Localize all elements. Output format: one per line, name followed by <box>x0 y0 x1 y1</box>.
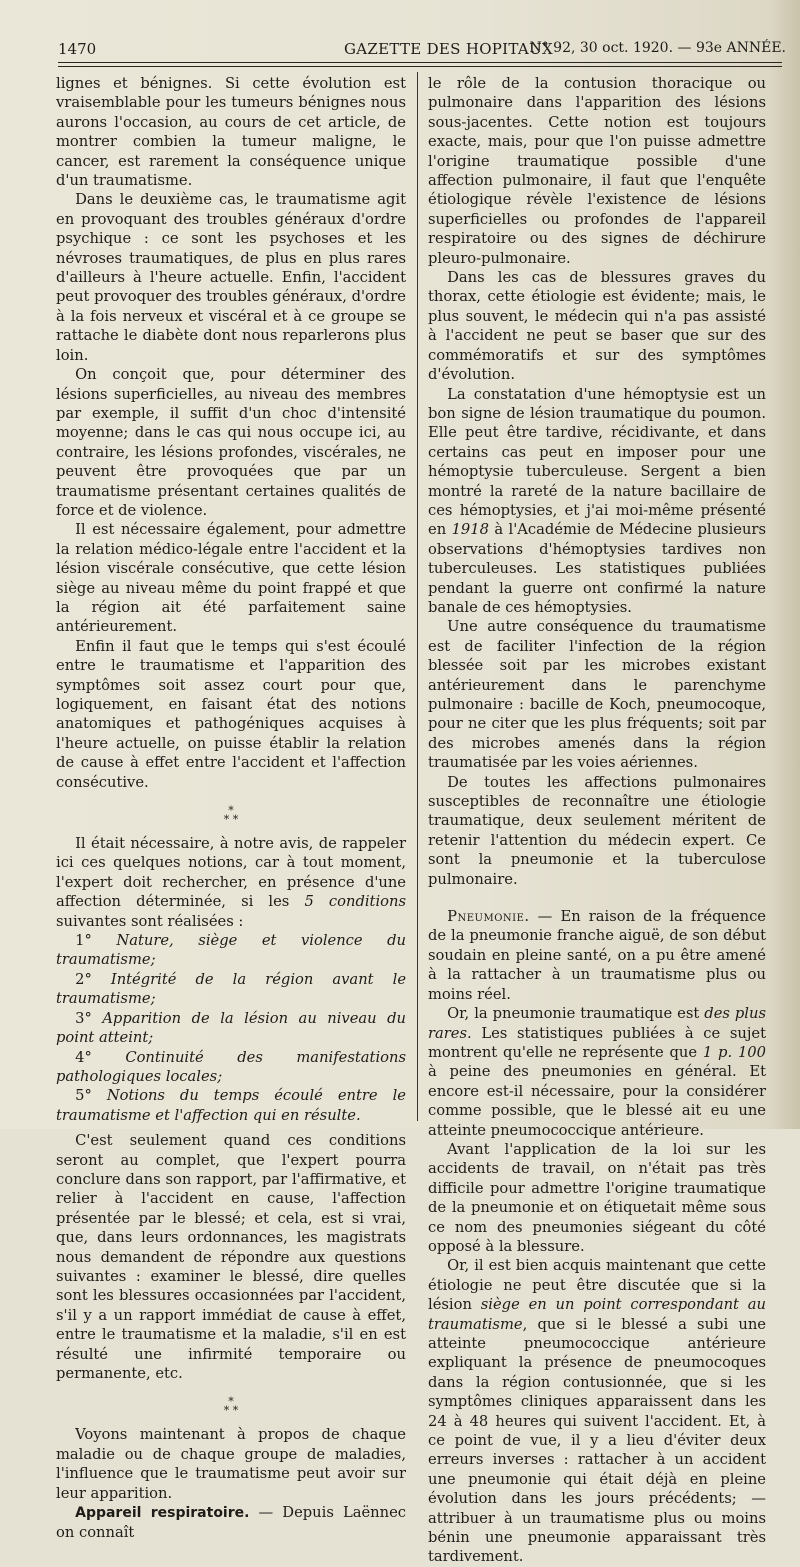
text-run: Il était nécessaire, à notre avis, de rappeler ici ces quelques notions, car à tout moment, l'expert doit rechercher, en présence d'une affection déterminée, si les <box>56 835 406 911</box>
section-heading: Pneumonie. <box>447 908 530 926</box>
paragraph: Enfin il faut que le temps qui s'est écoulé entre le traumatisme et l'apparition des symptômes soit assez court pour que, logiquement, en faisant état des notions anatomiques et pathogéniques acquises à l'heure actuelle, on puisse établir la relation de cause à effet entre l'accident et l'affection consécutive. <box>56 637 406 791</box>
item-number: 1° <box>75 932 92 950</box>
section-separator <box>56 1395 406 1418</box>
text-run: à l'Académie de Médecine plusieurs observations d'hémoptysies tardives non tuberculeuses. Les statistiques publiées pendant la guerre ont confirmé la nature banale de ces hémoptysies. <box>428 521 766 616</box>
separator-stars: * * * <box>223 804 239 827</box>
paragraph: Dans le deuxième cas, le traumatisme agit en provoquant des troubles généraux d'ordre psychique : ce sont les psychoses et les névroses traumatiques, de plus en plus rares d'ailleurs à l'heure actuelle. Enfin, l'accident peut provoquer des troubles généraux, d'ordre à la fois nerveux et viscéral et à ce groupe se rattache le diabète dont nous reparlerons plus loin. <box>56 191 406 364</box>
section-heading: Appareil respiratoire. <box>75 1505 250 1522</box>
item-number: 2° <box>75 970 92 988</box>
text-run: — En raison de la fréquence de la pneumonie franche aiguë, de son début soudain en pleine santé, on a pu être amené à la rattacher à un traumatisme plus ou moins réel. <box>428 908 766 1003</box>
paragraph: Il est nécessaire également, pour admettre la relation médico-légale entre l'accident et la lésion viscérale consécutive, que cette lésion siège au niveau même du point frappé et que la région ait été parfaitement saine antérieurement. <box>56 521 406 636</box>
left-column <box>56 74 406 1543</box>
paragraph <box>428 385 766 618</box>
item-number: 3° <box>75 1009 92 1027</box>
text-run: La constatation d'une hémoptysie est un bon signe de lésion traumatique du poumon. Elle peut être tardive, récidivante, et dans certains cas peut en imposer pour une hémoptysie tuberculeuse. Sergent a bien montré la rareté de la nature bacillaire de ces hémoptysies, et j'ai moi-même présenté en <box>428 385 766 539</box>
right-column <box>428 74 766 1567</box>
condition-item <box>56 1009 406 1048</box>
paragraph: Dans les cas de blessures graves du thorax, cette étiologie est évidente; mais, le plus souvent, le médecin qui n'a pas assisté à l'accident ne peut se baser que sur des commémoratifs et sur des symptômes d'évolution. <box>428 269 766 384</box>
paragraph-gap <box>428 889 766 907</box>
paragraph: On conçoit que, pour déterminer des lésions superficielles, au niveau des membres par exemple, il suffit d'un choc d'intensité moyenne; dans le cas qui nous occupe ici, au contraire, les lésions profondes, viscérales, ne peuvent être provoquées que par un traumatisme présentant certaines qualités de force et de violence. <box>56 366 406 519</box>
column-divider <box>417 72 418 1121</box>
paragraph: C'est seulement quand ces conditions seront au complet, que l'expert pourra conclure dans son rapport, par l'affirmative, et relier à l'accident en cause, l'affection présentée par le blessé; et cela, est si vrai, que, dans leurs ordonnances, les magistrats nous demandent de répondre aux questions suivantes : examiner le blessé, dire quelles sont les blessures occasionnées par l'accident, s'il y a un rapport immédiat de cause à effet, entre le traumatisme et la maladie, s'il en est résulté une infirmité temporaire ou permanente, etc. <box>56 1132 406 1382</box>
text-run: Les statistiques publiées à ce sujet montrent qu'elle ne représente que <box>428 1024 766 1061</box>
text-run: Or, il est bien acquis maintenant que cette étiologie ne peut être discutée que si la lésion <box>428 1257 766 1314</box>
paragraph <box>56 1503 406 1543</box>
item-text: Nature, siège et violence du traumatisme; <box>56 932 407 969</box>
paragraph <box>428 1256 766 1567</box>
header-rule-double <box>58 66 782 67</box>
paragraph: Une autre conséquence du traumatisme est de faciliter l'infection de la région blessée soit par les microbes existant antérieurement dans le parenchyme pulmonaire : bacille de Koch, pneumocoque, pour ne citer que les plus fréquents; soit par des microbes amenés dans la région traumatisée par les voies aériennes. <box>428 618 766 772</box>
paragraph <box>56 834 406 931</box>
item-number: 5° <box>75 1087 92 1105</box>
header-rule <box>58 62 782 63</box>
item-number: 4° <box>75 1048 92 1066</box>
condition-item <box>56 1048 406 1087</box>
paragraph: Avant l'application de la loi sur les accidents de travail, on n'était pas très difficile pour admettre l'origine traumatique de la pneumonie et on étiquetait même sous ce nom des pneumonies siégeant du côté opposé à la blessure. <box>428 1140 766 1255</box>
text-run: Or, la pneumonie traumatique est <box>447 1005 705 1023</box>
item-text: Apparition de la lésion au niveau du point atteint; <box>56 1009 406 1047</box>
paragraph <box>428 907 766 1004</box>
paragraph <box>428 1004 766 1140</box>
italic-run: siège en un point correspondant au traumatisme <box>428 1296 766 1333</box>
page-number: 1470 <box>58 40 97 58</box>
paragraph: le rôle de la contusion thoracique ou pulmonaire dans l'apparition des lésions sous-jacentes. Cette notion est toujours exacte, mais, pour que l'on puisse admettre l'origine traumatique possible d'une affection pulmonaire, il faut que l'enquête étiologique révèle l'existence de lésions superficielles ou profondes de l'appareil respiratoire ou des signes de déchirure pleuro-pulmonaire. <box>428 75 766 267</box>
item-text: Continuité des manifestations pathologiques locales; <box>56 1048 406 1085</box>
separator-stars: * * * <box>223 1395 239 1418</box>
italic-run: 5 conditions <box>304 893 406 911</box>
text-run: , que si le blessé a subi une atteinte pneumococcique antérieure expliquant la présence de pneumocoques dans la région contusionnée, que si les symptômes cliniques apparaissent dans les 24 à 48 heures qui suivent l'accident. Et, à ce point de vue, il y a lieu d'éviter deux erreurs inverses : rattacher à un accident une pneumonie qui était déjà en pleine évolution dans les jours précédents; — attribuer à un traumatisme plus ou moins bénin une pneumonie apparaissant très tardivement. <box>428 1315 766 1566</box>
section-separator <box>56 804 406 827</box>
text-run: à peine des pneumonies en général. Et encore est-il nécessaire, pour la considérer comme possible, que le blessé ait eu une atteinte pneumococcique antérieure. <box>428 1063 766 1139</box>
item-text: Notions du temps écoulé entre le traumatisme et l'affection qui en résulte. <box>56 1087 406 1124</box>
paragraph: De toutes les affections pulmonaires susceptibles de reconnaître une étiologie traumatique, deux seulement méritent de retenir l'attention du médecin expert. Ce sont la pneumonie et la tuberculose pulmonaire. <box>428 773 766 888</box>
item-text: Intégrité de la région avant le traumatisme; <box>56 970 407 1008</box>
paragraph: lignes et bénignes. Si cette évolution est vraisemblable pour les tumeurs bénignes nous aurons l'occasion, au cours de cet article, de montrer combien la tumeur maligne, le cancer, est rarement la conséquence unique d'un traumatisme. <box>56 75 406 190</box>
italic-run: 1 p. 100 <box>702 1043 766 1061</box>
italic-run: des plus rares. <box>428 1005 766 1042</box>
paragraph: Voyons maintenant à propos de chaque maladie ou de chaque groupe de maladies, l'influence que le traumatisme peut avoir sur leur apparition. <box>56 1426 406 1502</box>
condition-item <box>56 970 406 1009</box>
journal-title: GAZETTE DES HOPITAUX <box>344 40 553 58</box>
year-run: 1918 <box>451 521 489 539</box>
condition-item <box>56 1086 406 1125</box>
text-run: suivantes sont réalisées : <box>56 912 244 930</box>
issue-info: N° 92, 30 oct. 1920. — 93e ANNÉE. <box>529 40 786 56</box>
text-run: — Depuis Laënnec on connaît <box>56 1504 406 1542</box>
condition-item <box>56 931 406 970</box>
page-header <box>58 40 786 62</box>
